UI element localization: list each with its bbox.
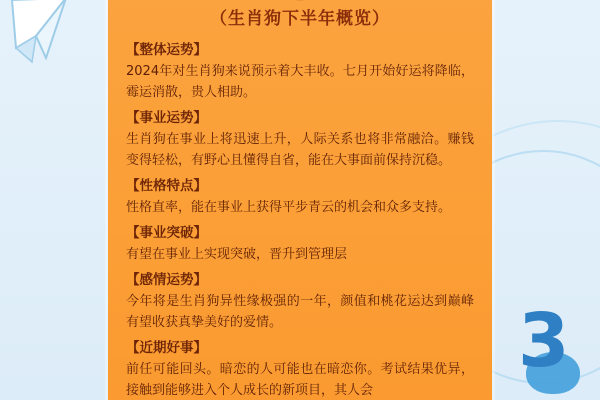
section-heading: 【性格特点】	[126, 178, 207, 194]
section-heading: 【感情运势】	[126, 272, 207, 288]
section-career-breakthrough	[126, 222, 474, 265]
section-heading: 【整体运势】	[126, 42, 207, 58]
section-body: 今年将是生肖狗异性缘极强的一年，颜值和桃花运达到巅峰有望收获真挚美好的爱情。	[126, 294, 474, 330]
fortune-card	[108, 0, 492, 400]
decorative-blue-glyph: 3	[518, 298, 570, 384]
card-content	[108, 0, 492, 400]
section-heading: 【事业突破】	[126, 225, 207, 241]
section-body: 2024年对生肖狗来说预示着大丰收。七月开始好运将降临，霉运消散，贵人相助。	[126, 64, 474, 100]
section-personality	[126, 175, 474, 218]
section-body: 前任可能回头。暗恋的人可能也在暗恋你。考试结果优异，接触到能够进入个人成长的新项目，其人会	[126, 362, 474, 398]
section-body: 有望在事业上实现突破，晋升到管理层	[126, 247, 348, 262]
section-body: 性格直率，能在事业上获得平步青云的机会和众多支持。	[126, 200, 452, 215]
section-love-fortune	[126, 269, 474, 333]
page-title: （生肖狗下半年概览）	[210, 9, 390, 29]
section-career-fortune	[126, 107, 474, 171]
section-recent-good-news	[126, 337, 474, 400]
section-body: 生肖狗在事业上将迅速上升，人际关系也将非常融洽。赚钱变得轻松，有野心且懂得自省，能在大事面前保持沉稳。	[126, 132, 474, 168]
paper-plane-icon	[6, 0, 76, 76]
section-heading: 【近期好事】	[126, 340, 207, 356]
section-heading: 【事业运势】	[126, 110, 207, 126]
section-overall	[126, 39, 474, 103]
